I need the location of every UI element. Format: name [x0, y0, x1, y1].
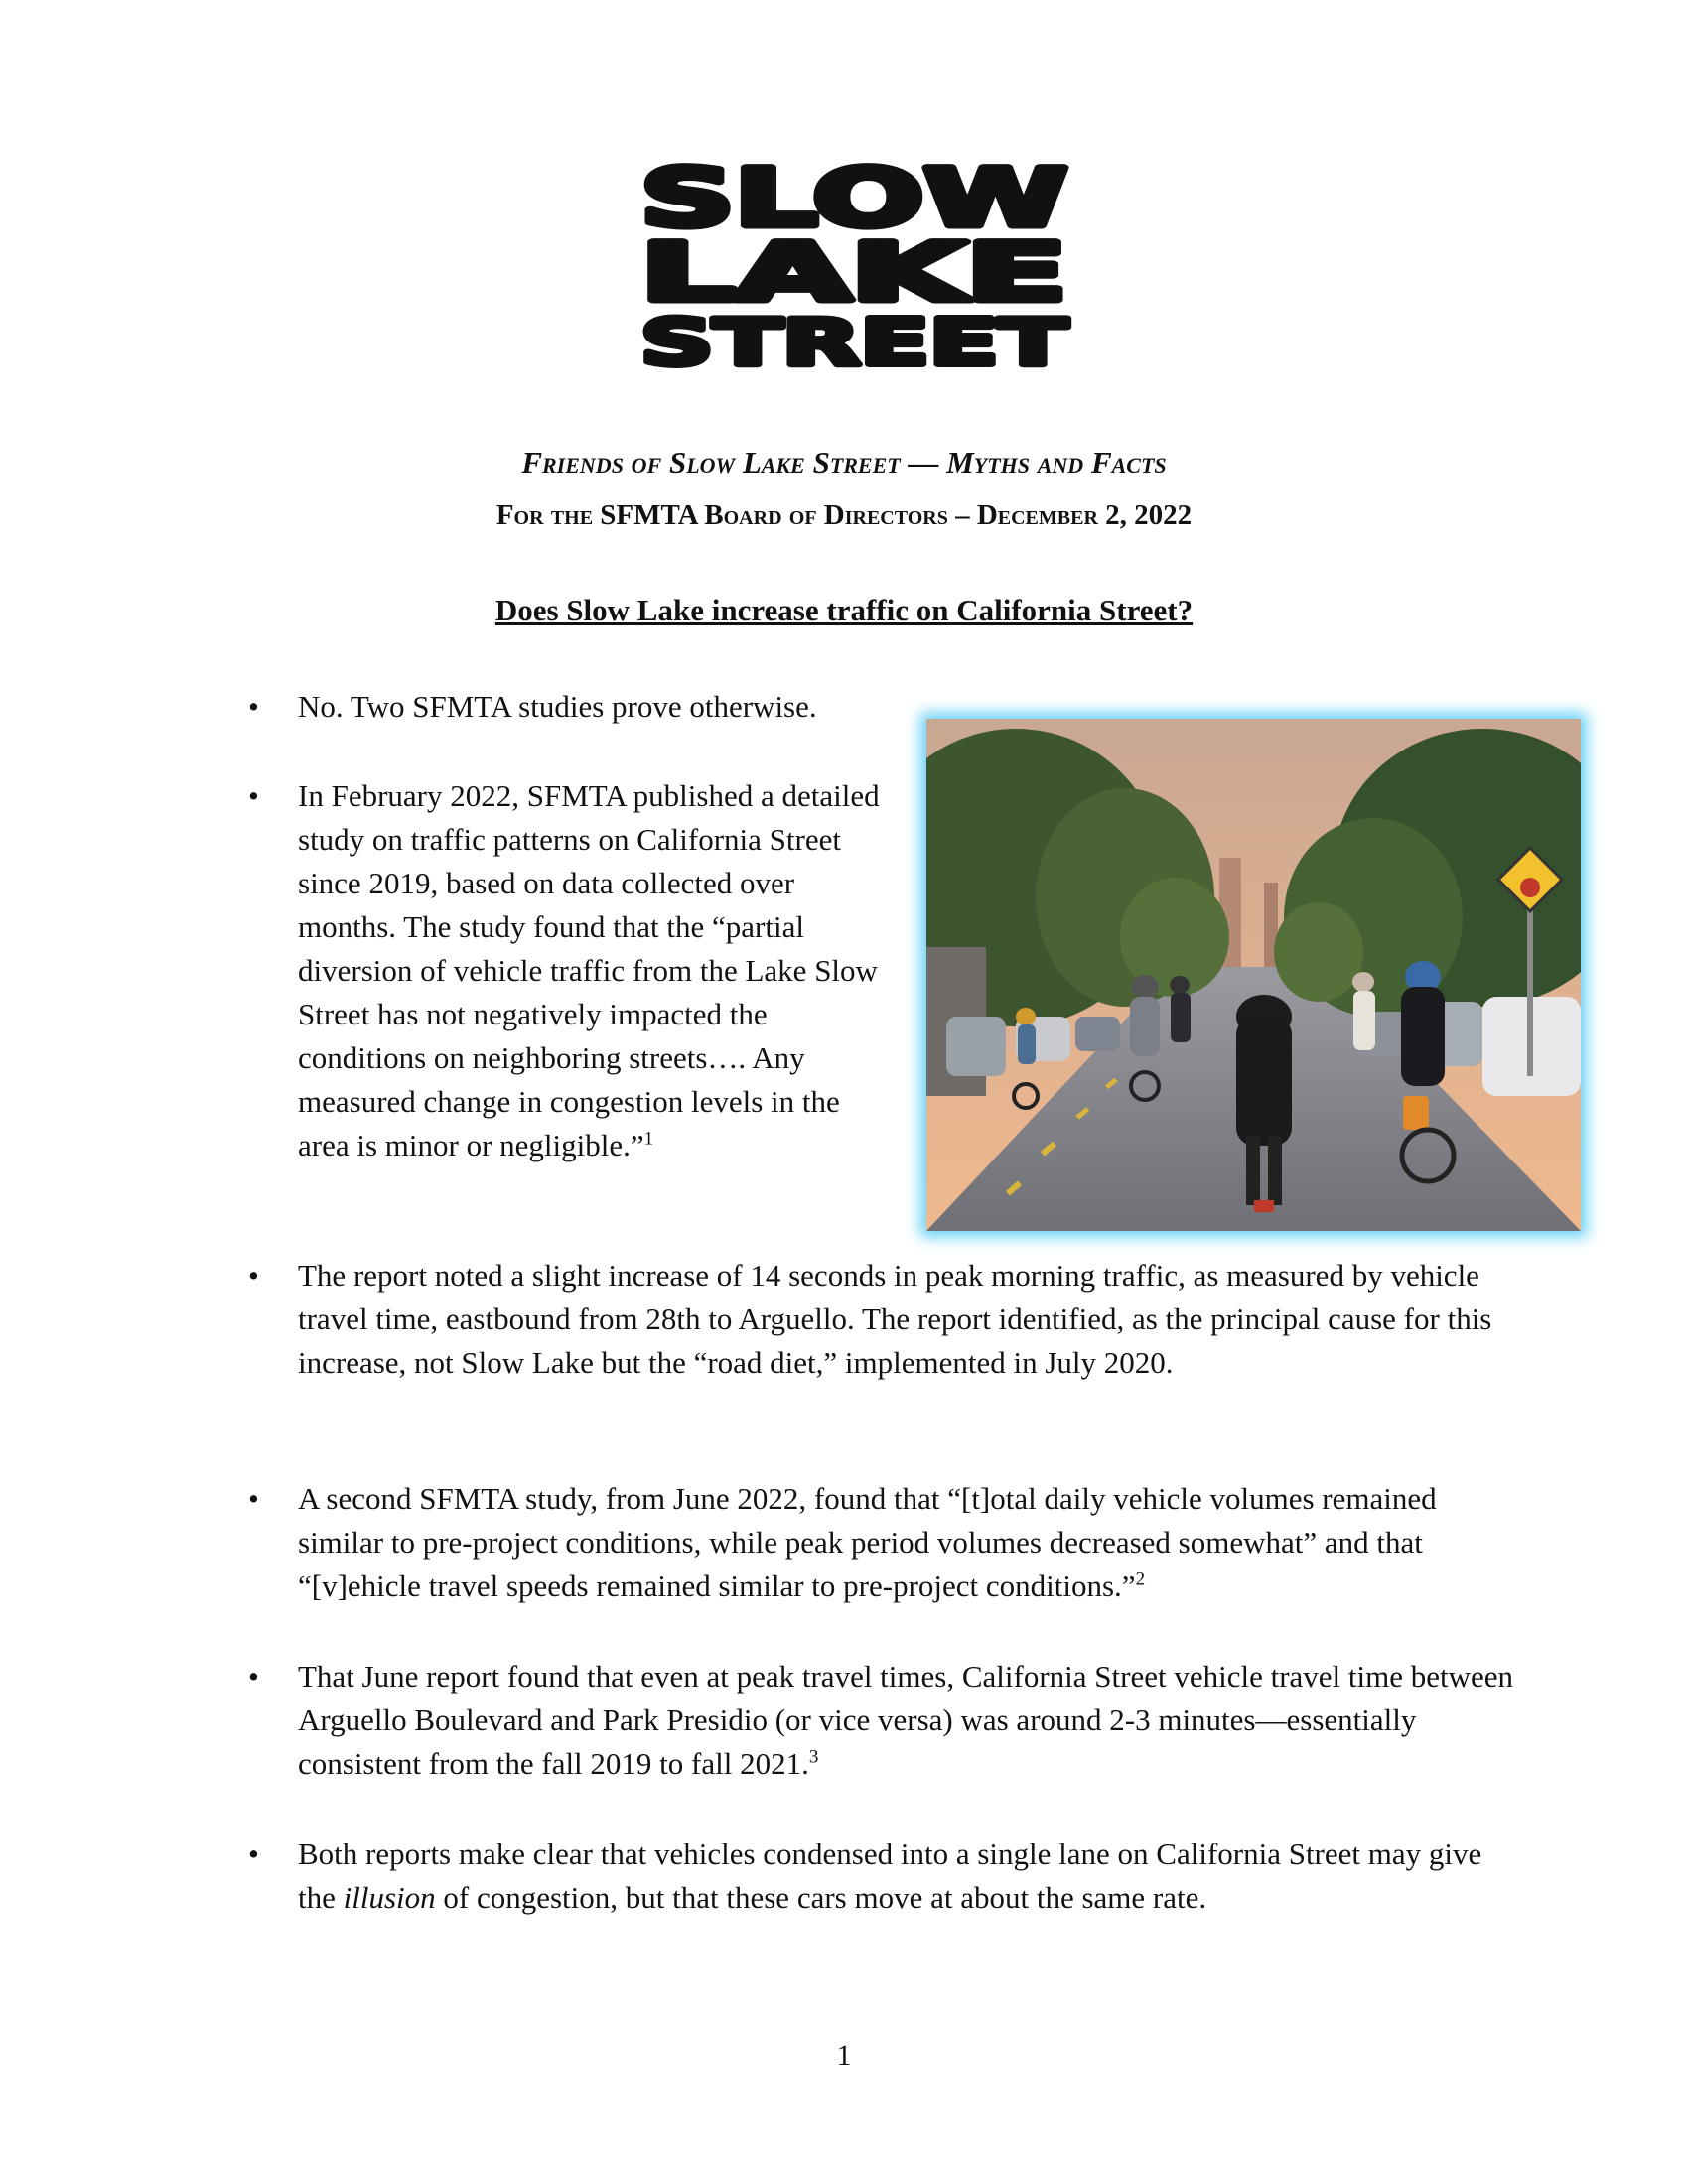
slow-lake-street-logo	[635, 161, 1072, 379]
bullet-text-end: of congestion, but that these cars move at about the same rate.	[435, 1880, 1207, 1915]
footnote-ref-3: 3	[808, 1746, 819, 1768]
bullet-item-6	[298, 1833, 1519, 1920]
footnote-ref-2: 2	[1135, 1569, 1146, 1590]
document-title: Friends of Slow Lake Street — Myths and Facts	[521, 445, 1167, 479]
bullet-text-start: Both reports make clear that vehicles condensed into a single lane on California Street may give the	[298, 1837, 1482, 1915]
logo-line-street: STREET	[640, 307, 1068, 379]
bullet-text-emphasis: illusion	[343, 1880, 436, 1915]
bullet-text: That June report found that even at peak travel times, California Street vehicle travel time between Arguello Boulevard and Park Presidio (or vice versa) was around 2-3 minutes—essentially consistent from the fall 2019 to fall 2021.	[298, 1659, 1514, 1781]
footnote-ref-1: 1	[643, 1128, 654, 1150]
bullet-text: The report noted a slight increase of 14 seconds in peak morning traffic, as measured by vehicle travel time, eastbound from 28th to Arguello. The report identified, as the principal cause for this increase, not Slow Lake but the “road diet,” implemented in July 2020.	[298, 1258, 1492, 1380]
logo-line-slow: SLOW	[640, 161, 1067, 244]
logo-line-lake: LAKE	[640, 226, 1067, 319]
bullet-item-2	[298, 774, 894, 1167]
bullet-item-5	[298, 1655, 1519, 1786]
document-subtitle: For the SFMTA Board of Directors – December 2, 2022	[495, 499, 1193, 531]
section-question: Does Slow Lake increase traffic on California Street?	[494, 593, 1194, 627]
bullet-text: No. Two SFMTA studies prove otherwise.	[298, 689, 817, 724]
street-photo	[926, 719, 1581, 1231]
bullet-item-3	[298, 1254, 1519, 1385]
bullet-text: In February 2022, SFMTA published a detailed study on traffic patterns on California Street since 2019, based on data collected over months. The study found that the “partial diversion of vehicle traffic from the Lake Slow Street has not negatively impacted the conditions on neighboring streets…. Any measured change in congestion levels in the area is minor or negligible.”	[298, 778, 880, 1162]
bullet-item-1	[298, 685, 914, 729]
bullet-item-4	[298, 1477, 1519, 1608]
street-scene-image	[926, 719, 1581, 1231]
page-number: 1	[836, 2039, 852, 2072]
logo-graphic	[635, 161, 1072, 379]
bullet-text: A second SFMTA study, from June 2022, found that “[t]otal daily vehicle volumes remained similar to pre-project conditions, while peak period volumes decreased somewhat” and that “[v]ehicle travel speeds remained similar to pre-project conditions.”	[298, 1481, 1437, 1603]
